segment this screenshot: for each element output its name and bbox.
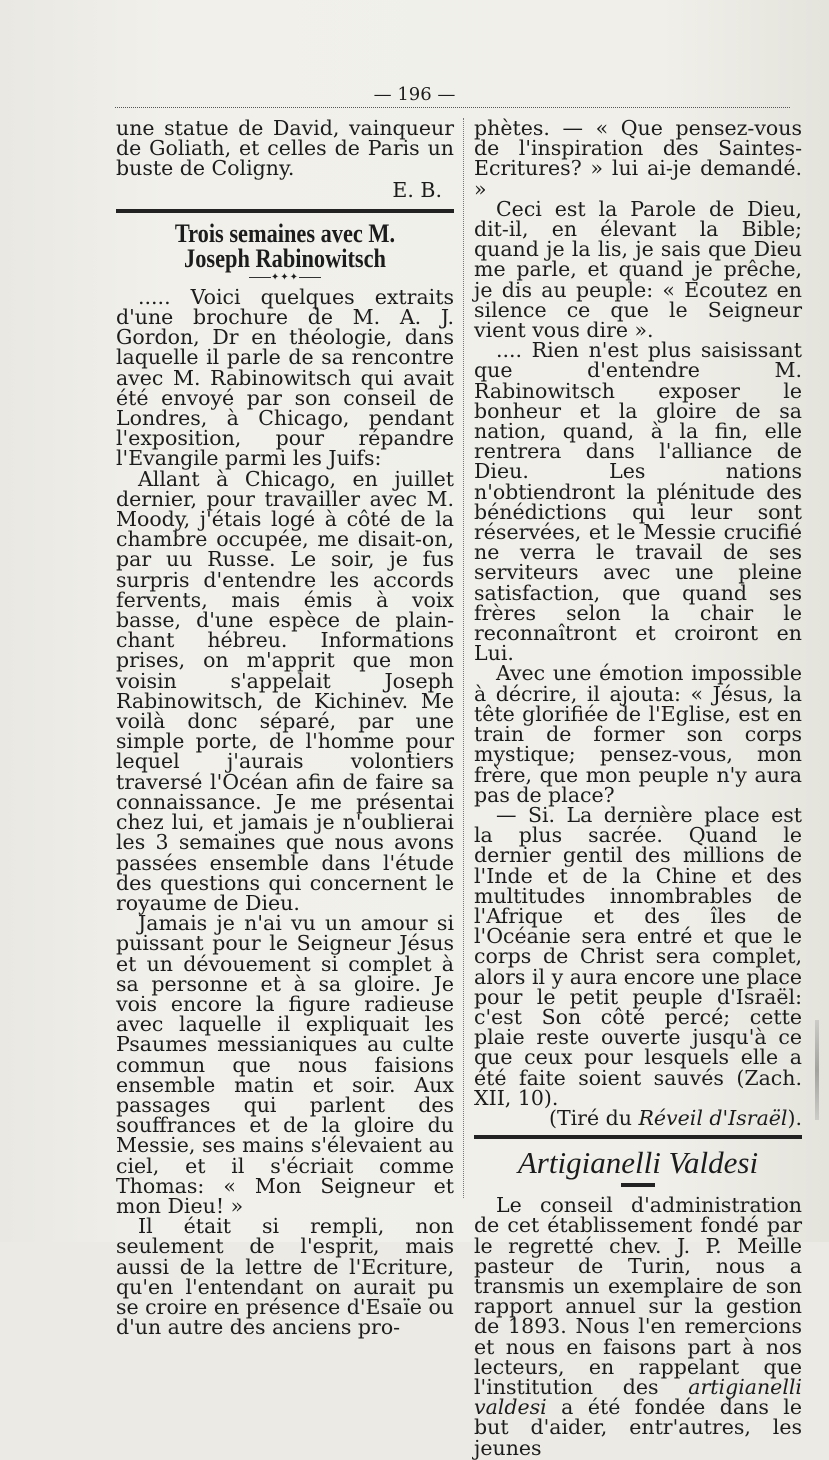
previous-article-ending: une statue de David, vainqueur de Goliath, et celles de Paris un buste de Coligny. [116,116,454,181]
paragraph-italic: artigianelli valdesi [474,1374,802,1420]
paragraph: Avec une émotion impossible à décrire, il ajouta: « Jésus, la tête glorifiée de l'Eglise, est en train de former son corps mystique; pensez-vous, mon frère, que mon peuple n'y aura pas de place? [474,661,802,807]
title-ornament [116,271,454,285]
paragraph [474,1195,802,1458]
paragraph: — Si. La dernière place est la plus sacrée. Quand le dernier gentil des millions de l'Inde et de la Chine et des multitudes innombrables de l'Afrique et des îles de l'Océanie sera entré et que le corps de Christ sera complet, alors il y aura encore une place pour le petit peuple d'Israël: c'est Son côté percé; cette plaie reste ouverte jusqu'à ce que ceux pour lesquels elle a été faite soient sauvés (Zach. XII, 10). [474,802,802,1110]
paragraph: Jamais je n'ai vu un amour si puissant pour le Seigneur Jésus et un dévouement si complet à sa personne et à sa gloire. Je vois encore la figure radieuse avec laquelle il expliquait les Psaumes messianiques au culte commun que nous faisions ensemble matin et soir. Aux passages qui parlent des souffrances et de la gloire du Messie, ses mains s'élevaient au ciel, et il s'écriait comme Thomas: « Mon Seigneur et mon Dieu! » [116,911,454,1218]
left-column [116,116,454,1340]
source-suffix: ). [787,1105,802,1130]
article-title-artigianelli: Artigianelli Valdesi [517,1145,759,1181]
paragraph: Ceci est la Parole de Dieu, dit-il, en élevant la Bible; quand je la lis, je sais que Dieu me parle, et quand je prêche, je dis au peuple: « Ecoutez en silence ce que le Seigneur vient vous dire ». [474,196,802,343]
article-title-rabinowitsch: Trois semaines avec M. Joseph Rabinowitsch [174,218,396,273]
ornament-line-left [249,277,271,278]
paragraph: Il était si rempli, non seulement de l'esprit, mais aussi de la lettre de l'Ecriture, qu'en l'entendant on aurait pu se croire en présence d'Esaïe ou d'un autre des anciens pro- [116,1214,454,1340]
column-divider [463,118,464,1198]
paragraph: ..... Voici quelques extraits d'une brochure de M. A. J. Gordon, Dr en théologie, dans laquelle il parle de sa rencontre avec M. Rabinowitsch qui avait été envoyé par son conseil de Londres, à Chicago, pendant l'exposition, pour répandre l'Evangile parmi les Juifs: [116,284,454,471]
ornament-glyph: ✦✦✦ [270,271,300,283]
scan-edge-shadow [815,1020,819,1120]
paragraph-text: Le conseil d'administration de cet établissement fondé par le regretté chev. J. P. Meille pasteur de Turin, nous a transmis un exemplaire de son rapport annuel sur la gestion de 1893. Nous l'en remercions et nous en faisons part à nos lecteurs, en rappelant que l'institution des [474,1193,802,1399]
ornament-line-right [299,277,321,278]
paragraph: phètes. — « Que pensez-vous de l'inspiration des Saintes-Ecritures? » lui ai-je demandé. » [474,116,802,201]
paragraph: Allant à Chicago, en juillet dernier, pour travailler avec M. Moody, j'étais logé à côté de la chambre occupée, me disait-on, par uu Russe. Le soir, je fus surpris d'entendre les accords fervents, mais émis à voix basse, d'une espèce de plain-chant hébreu. Informations prises, on m'apprit que mon voisin s'appelait Joseph Rabinowitsch, de Kichinev. Me voilà donc séparé, par une simple porte, de l'homme pour lequel j'aurais volontiers traversé l'Océan afin de faire sa connaissance. Je me présentai chez lui, et jamais je n'oublierai les 3 semaines que nous avons passées ensemble dans l'étude des questions qui concernent le royaume de Dieu. [116,466,454,915]
paragraph: .... Rien n'est plus saisissant que d'entendre M. Rabinowitsch exposer le bonheur et la gloire de sa nation, quand, à la fin, elle rentrera dans l'alliance de Dieu. Les nations n'obtiendront la plénitude des bénédictions qui leur sont réservées, et le Messie crucifié ne verra le travail de ses serviteurs avec une pleine satisfaction, que quand ses frères selon la chair le reconnaîtront et croiront en Lui. [474,338,802,666]
paragraph-text: a été fondée dans le but d'aider, entr'autres, les jeunes [474,1395,802,1460]
source-prefix: (Tiré du [548,1105,639,1130]
right-column [474,118,802,1458]
page-number: — 196 — [373,84,456,105]
author-signature: E. B. [392,177,442,202]
source-title: Réveil d'Israël [638,1105,788,1130]
source-citation [474,1105,802,1130]
article-separator [116,209,454,213]
title-ornament-bar [621,1183,655,1187]
header-rule [115,107,790,108]
article-separator [474,1135,802,1139]
